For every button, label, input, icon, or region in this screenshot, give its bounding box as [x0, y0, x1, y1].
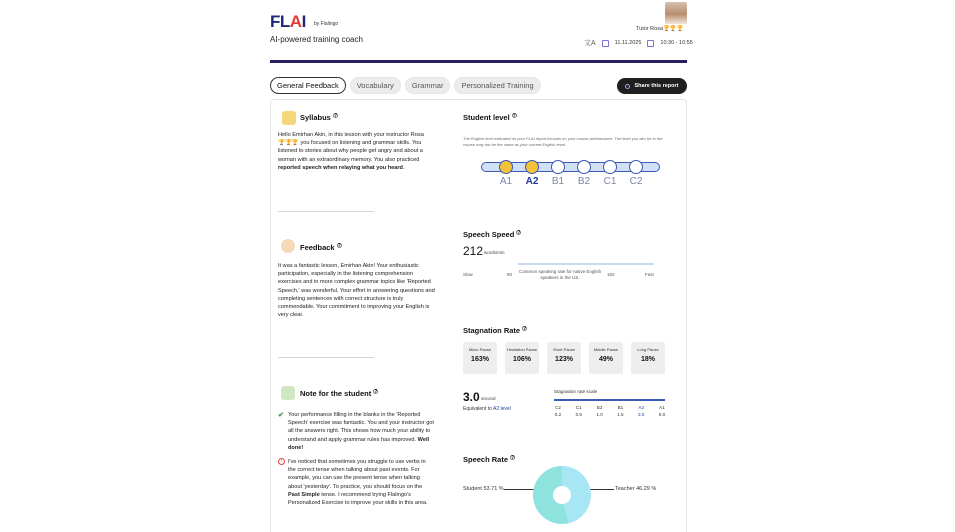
speech-speed-title: Speech Speed ? — [463, 229, 521, 239]
stagnation-scale-title: Stagnation rate scale — [554, 389, 598, 394]
tab-grammar[interactable]: Grammar — [405, 77, 451, 94]
speech-speed-range-bar — [518, 263, 654, 265]
tutor-avatar — [665, 2, 687, 24]
note-item-positive: Your performance filling in the blanks in the 'Reported Speech' exercise was fantastic. You and your instructor got all the answers right. This shows how much your ability to understand and apply grammar rules has improved. Well done! — [288, 412, 434, 451]
info-icon[interactable]: ? — [517, 229, 521, 236]
stagnation-scale — [552, 404, 668, 418]
logo-byline: by Flalingo — [314, 21, 339, 27]
stagnation-scale-bar — [554, 399, 665, 401]
scale-col-b2: B2 1.0 — [596, 405, 603, 417]
feedback-text: It was a fantastic lesson, Emirhan Akin! Your enthusiastic participation, especially in the listening comprehension exercises and in more complex grammar topics like 'Reported Speech,' was wonderful. Your effort in answering questions and completing sentences with correct structure is truly commendable. Your commitment to improving your English is very clear. — [278, 263, 435, 319]
student-level-title: Student level ? — [463, 112, 516, 122]
level-label-c1: C1 — [603, 176, 617, 187]
level-dot-a2 — [525, 160, 539, 174]
info-icon[interactable]: ? — [511, 454, 515, 461]
tab-general-feedback[interactable]: General Feedback — [270, 77, 346, 94]
clock-icon — [647, 40, 654, 47]
flai-logo: FLAI — [270, 12, 306, 31]
info-icon[interactable]: ? — [333, 112, 337, 119]
scale-col-a1: A1 5.0 — [658, 405, 666, 417]
stagnation-title: Stagnation Rate ? — [463, 325, 527, 335]
level-label-a1: A1 — [499, 176, 513, 187]
stat-middle-pause: Middle Pause 49% — [589, 342, 623, 374]
feedback-icon — [281, 239, 295, 253]
level-dot-c1 — [603, 160, 617, 174]
translate-icon[interactable]: 文A — [584, 40, 596, 47]
scale-col-c2: C2 0.2 — [554, 405, 562, 417]
lesson-time: 10:30 - 10:55 — [660, 40, 693, 46]
level-dot-c2 — [629, 160, 643, 174]
stat-short-pause: Short Pause 123% — [547, 342, 581, 374]
calendar-icon — [602, 40, 609, 47]
scale-col-c1: C1 0.5 — [575, 405, 582, 417]
donut-hole — [553, 486, 571, 504]
student-rate-label: Student 53.71 % — [463, 486, 504, 492]
tab-vocabulary[interactable]: Vocabulary — [350, 77, 401, 94]
section-divider — [278, 357, 374, 358]
info-icon[interactable]: ? — [337, 242, 341, 249]
level-dot-a1 — [499, 160, 513, 174]
level-label-b1: B1 — [551, 176, 565, 187]
speed-slow-label: Slow — [463, 272, 473, 277]
page-subtitle: AI-powered training coach — [270, 35, 363, 44]
info-icon[interactable]: ? — [374, 388, 378, 395]
feedback-title: Feedback ? — [300, 242, 341, 252]
tab-personalized-training[interactable]: Personalized Training — [454, 77, 540, 94]
check-icon: ✔ — [278, 412, 284, 419]
speed-range-caption: Common speaking rate for native English speakers in the US. — [518, 269, 602, 280]
lesson-date: 11.11.2025 — [614, 40, 642, 46]
note-icon — [281, 386, 295, 400]
stagnation-equivalent: Equivalent to A2 level — [463, 406, 511, 412]
section-divider — [278, 211, 374, 212]
header-divider — [270, 60, 687, 63]
speed-min-value: 90 — [507, 272, 513, 277]
speech-speed-unit: words/min — [484, 250, 505, 255]
share-report-button[interactable]: Share this report — [617, 78, 687, 94]
report-tabs — [270, 77, 541, 94]
stagnation-unit: second — [481, 396, 496, 401]
note-item-improve: I've noticed that sometimes you struggle to use verbs in the correct tense when talking about past events. For example, you can use the present tense when talking about 'yesterday'. To practice, you should focus on the Past Simple tense. I recommend trying Flalingo's Personalized Exercise to improve your skills in this area. — [288, 459, 428, 507]
info-icon[interactable]: ? — [512, 112, 516, 119]
share-icon — [625, 84, 630, 89]
warning-icon: ! — [278, 458, 285, 465]
stat-hesitation-pause: Hesitation Pause 106% — [505, 342, 539, 374]
syllabus-text: Hello Emirhan Akin, in this lesson with your instructor Rosa 🏆🏆🏆 you focused on listening and grammar skills. You listened to stories about why people get angry and about a woman with an extraordinary memory. You also practiced reported speech when relaying what you heard. — [278, 132, 424, 171]
syllabus-title: Syllabus ? — [300, 112, 337, 122]
speech-rate-title: Speech Rate ? — [463, 454, 515, 464]
teacher-rate-label: Teacher 46.29 % — [615, 486, 657, 492]
lesson-meta — [584, 38, 693, 48]
student-leader-line — [504, 489, 534, 490]
scale-col-b1: B1 1.5 — [617, 405, 624, 417]
scale-col-a2: A2 3.0 — [637, 405, 645, 417]
level-label-a2: A2 — [525, 176, 539, 187]
stat-micro-pause: Micro Pause 163% — [463, 342, 497, 374]
stat-long-pause: Long Pause 18% — [631, 342, 665, 374]
speed-max-value: 150 — [607, 272, 615, 277]
speech-speed-value: 212 — [463, 244, 484, 258]
info-icon[interactable]: ? — [523, 325, 527, 332]
tutor-name: Tutor Rosa🏆🏆🏆 — [636, 26, 684, 32]
level-label-b2: B2 — [577, 176, 591, 187]
level-dot-b1 — [551, 160, 565, 174]
level-dot-b2 — [577, 160, 591, 174]
level-label-c2: C2 — [629, 176, 643, 187]
syllabus-icon — [282, 111, 296, 125]
speech-rate-donut — [532, 465, 592, 525]
note-title: Note for the student ? — [300, 388, 378, 398]
student-level-note: The English level indicated on your FLAI report focuses on your course performance. The level you aim for in the course may not be the same as your current English level. — [463, 136, 663, 147]
speed-fast-label: Fast — [645, 272, 654, 277]
stagnation-value: 3.0 — [463, 390, 480, 404]
teacher-leader-line — [590, 489, 614, 490]
